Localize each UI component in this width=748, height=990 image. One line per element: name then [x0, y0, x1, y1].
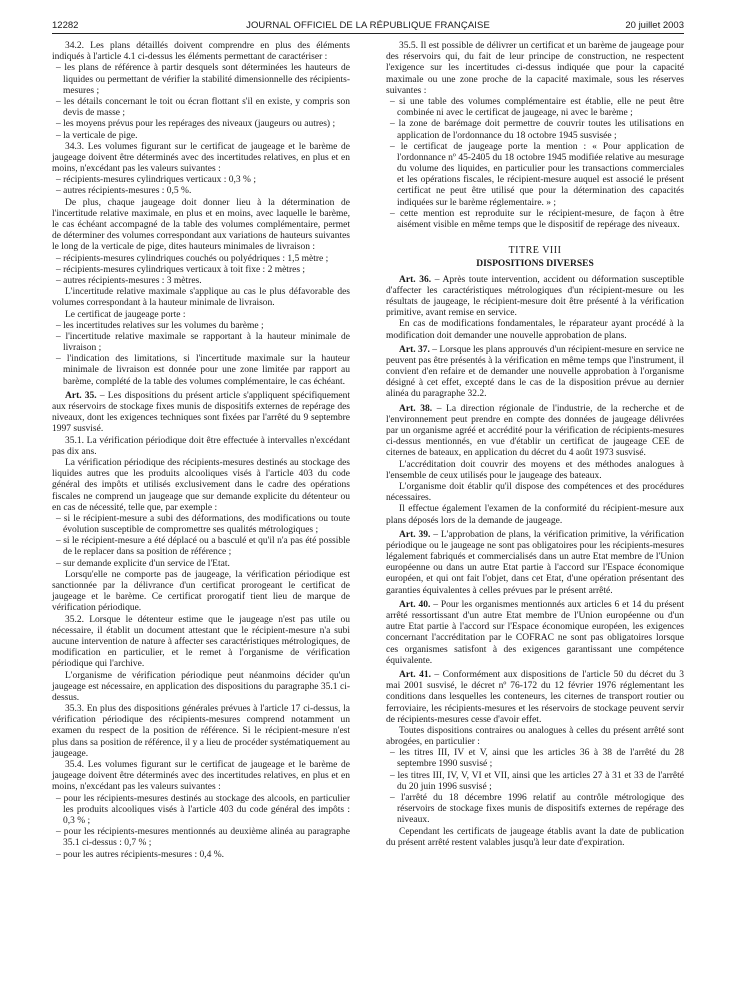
- paragraph: 35.3. En plus des dispositions générales prévues à l'article 17 ci-dessus, la vérification périodique des récipients-mesures comprend notamment un examen du respect de la position de référence. Si le récipient-mesure n'est plus dans sa position de référence, il y a lieu de procéder systématiquement au jaugeage.: [52, 704, 350, 759]
- paragraph: 35.1. La vérification périodique doit être effectuée à intervalles n'excédant pas dix ans.: [52, 435, 350, 457]
- article-41: Art. 41. – Conformément aux dispositions de l'article 50 du décret du 3 mai 2001 susvisé, le décret nº 76-172 du 12 février 1976 réglementant les conditions dans lesquelles les conteneurs, les citernes de transport routier ou ferroviaire, les récipients-mesures et les réservoirs de stockage peuvent servir de récipients-mesures cesse d'avoir effet.: [386, 669, 684, 725]
- header-rule: [52, 33, 684, 34]
- article-38: Art. 38. – La direction régionale de l'industrie, de la recherche et de l'environnement peut prendre en compte des données de jaugeage délivrées par un organisme agréé et accrédité pour la vérification de récipients-mesures ci-dessus mentionnés, en vue d'établir un certificat de jaugeage CEE de citernes de bateaux, en application du décret du 4 août 1973 susvisé.: [386, 403, 684, 459]
- article-number: Art. 40.: [399, 599, 431, 610]
- article-36: Art. 36. – Après toute intervention, accident ou déformation susceptible d'affecter les caractéristiques métrologiques d'un récipient-mesure ou les résultats de jaugeage, le récipient-mesure doit être présenté à la vérification primitive, avant remise en service.: [386, 274, 684, 319]
- article-37: Art. 37. – Lorsque les plans approuvés d'un récipient-mesure en service ne peuvent pas être présentés à la vérification en même temps que l'instrument, il convient d'en refaire et de demander une nouvelle approbation à l'organisme désigné à cet effet, excepté dans le cas de la disposition prévue au dernier alinéa du paragraphe 32.2.: [386, 344, 684, 400]
- list-item: – la zone de barémage doit permettre de couvrir toutes les utilisations en application de l'ordonnance du 18 octobre 1945 susvisée ;: [390, 119, 684, 141]
- article-number: Art. 38.: [399, 403, 433, 414]
- paragraph: La vérification périodique des récipients-mesures destinés au stockage des liquides autres que les produits alcooliques visés à l'article 403 du code général des impôts et utilisés exclusivement dans le cadre des opérations fiscales ne comprend un jaugeage que sur demande explicite du détenteur ou en cas de nécessité, telle que, par exemple :: [52, 457, 350, 513]
- paragraph: L'incertitude relative maximale s'applique au cas le plus défavorable des volumes correspondant à la hauteur minimale de livraison.: [52, 287, 350, 309]
- paragraph: Cependant les certificats de jaugeage établis avant la date de publication du présent arrêté restent valables jusqu'à leur date d'expiration.: [386, 826, 684, 848]
- article-40: Art. 40. – Pour les organismes mentionnés aux articles 6 et 14 du présent arrêté ressortissant d'un autre Etat membre de l'Union européenne ou d'un autre Etat partie à l'accord sur l'Espace économique européen, les exigences concernant l'accréditation par le COFRAC ne sont pas obligatoires lorsque ces organismes satisfont à des exigences garantissant une compétence équivalente.: [386, 599, 684, 666]
- page-number: 12282: [52, 20, 79, 31]
- list-item: – récipients-mesures cylindriques couchés ou polyédriques : 1,5 mètre ;: [56, 253, 329, 264]
- issue-date: 20 juillet 2003: [625, 20, 684, 31]
- paragraph: Le certificat de jaugeage porte :: [65, 309, 186, 320]
- list-item: – l'incertitude relative maximale se rapportant à la hauteur minimale de livraison ;: [56, 331, 350, 354]
- paragraph: 35.5. Il est possible de délivrer un certificat et un barème de jaugeage pour des réservoirs qui, du fait de leur principe de construction, ne respectent l'exigence sur les incertitudes ci-dessus indiquée que pour la capacité maximale ou une zone proche de la capacité maximale, sous les réserves suivantes :: [386, 41, 684, 96]
- paragraph: En cas de modifications fondamentales, le réparateur ayant procédé à la modification doit demander une nouvelle approbation de plans.: [386, 319, 684, 341]
- list-item: – si le récipient-mesure a été déplacé ou a basculé et qu'il n'a pas été possible de le replacer dans sa position de référence ;: [56, 536, 350, 558]
- list-item: – récipients-mesures cylindriques verticaux à toit fixe : 2 mètres ;: [56, 264, 306, 275]
- list-item: – si le récipient-mesure a subi des déformations, des modifications ou toute évolution susceptible de compromettre ses qualités métrologiques ;: [56, 513, 350, 536]
- list-item: – autres récipients-mesures : 3 mètres.: [56, 275, 202, 286]
- paragraph: L'accréditation doit couvrir des moyens et des méthodes analogues à l'ensemble de ceux utilisés pour le jaugeage des bateaux.: [386, 459, 684, 481]
- article-number: Art. 41.: [399, 669, 431, 680]
- article-35: Art. 35. – Les dispositions du présent article s'appliquent spécifiquement aux réservoirs de stockage fixes munis de dispositifs externes de repérage des niveaux, dont les exigences techniques sont fixées par l'arrêté du 9 septembre 1997 susvisé.: [52, 390, 350, 435]
- paragraph: L'organisme de vérification périodique peut néanmoins décider qu'un jaugeage est nécessaire, en application des dispositions du paragraphe 35.1 ci-dessus.: [52, 670, 350, 703]
- article-number: Art. 35.: [65, 390, 97, 401]
- list-item: – la verticale de pige.: [56, 130, 138, 141]
- list-item: – les détails concernant le toit ou écran flottant s'il en existe, y compris son devis de masse ;: [56, 96, 350, 119]
- paragraph: Toutes dispositions contraires ou analogues à celles du présent arrêté sont abrogées, en particulier :: [386, 725, 684, 748]
- article-number: Art. 36.: [399, 274, 432, 285]
- article-number: Art. 39.: [399, 529, 431, 540]
- paragraph: 35.4. Les volumes figurant sur le certificat de jaugeage et le barème de jaugeage doivent être déterminés avec des incertitudes relatives, en plus et en moins, n'excédant pas les valeurs suivantes :: [52, 760, 350, 793]
- list-item: – pour les récipients-mesures destinés au stockage des alcools, en particulier les produits alcooliques visés à l'article 403 du code général des impôts : 0,3 % ;: [56, 793, 350, 826]
- left-column: [52, 41, 350, 861]
- list-item: – sur demande explicite d'un service de l'Etat.: [56, 558, 230, 569]
- list-item: – l'indication des limitations, si l'incertitude maximale sur la hauteur minimale de livraison est donnée pour une zone limitée par rapport au barème, complété de la table des volumes complémentaire, le cas échéant.: [56, 354, 350, 387]
- list-item: – autres récipients-mesures : 0,5 %.: [56, 186, 192, 197]
- paragraph: L'organisme doit établir qu'il dispose des compétences et des procédures nécessaires.: [386, 481, 684, 504]
- list-item: – pour les autres récipients-mesures : 0,4 %.: [56, 849, 225, 860]
- list-item: – les plans de référence à partir desquels sont déterminées les hauteurs de liquides ou permettant de vérifier la stabilité dimensionnelle des récipients-mesures ;: [56, 63, 350, 96]
- paragraph: Lorsqu'elle ne comporte pas de jaugeage, la vérification périodique est sanctionnée par la délivrance d'un certificat prorogeant le certificat de jaugeage et le barème. Ce certificat prorogatif tient lieu de marque de vérification périodique.: [52, 569, 350, 614]
- list-item: – pour les récipients-mesures mentionnés au deuxième alinéa au paragraphe 35.1 ci-dessus : 0,7 % ;: [56, 827, 350, 849]
- paragraph: 34.3. Les volumes figurant sur le certificat de jaugeage et le barème de jaugeage doivent être déterminés avec des incertitudes relatives, en plus et en moins, n'excédant pas les valeurs suivantes :: [52, 141, 350, 175]
- right-column: [386, 41, 684, 849]
- paragraph: 34.2. Les plans détaillés doivent comprendre en plus des éléments indiqués à l'article 4.1 ci-dessus les éléments permettant de caractériser :: [52, 41, 350, 63]
- section-subtitle: DISPOSITIONS DIVERSES: [476, 259, 594, 270]
- article-39: Art. 39. – L'approbation de plans, la vérification primitive, la vérification périodique ou le jaugeage ne sont pas obligatoires pour les récipients-mesures légalement fabriqués et commercialisés dans un autre Etat membre de l'Union européenne ou dans un autre Etat partie à l'accord sur l'Espace économique européen, et qui ont fait l'objet, dans cet Etat, d'une opération présentant des garanties équivalentes à celles prévues par le présent arrêté.: [386, 529, 684, 596]
- page-header: [52, 18, 684, 34]
- list-item: – récipients-mesures cylindriques verticaux : 0,3 % ;: [56, 175, 256, 186]
- article-number: Art. 37.: [399, 344, 430, 355]
- journal-title: JOURNAL OFFICIEL DE LA RÉPUBLIQUE FRANÇAISE: [246, 20, 490, 31]
- paragraph: 35.2. Lorsque le détenteur estime que le jaugeage n'est pas utile ou nécessaire, il établit un document attestant que le récipient-mesure n'a subi aucune intervention de nature à affecter ses caractéristiques métrologiques, de modification en particulier, et le remet à l'organisme de vérification périodique qui l'archive.: [52, 614, 350, 670]
- list-item: – si une table des volumes complémentaire est établie, elle ne peut être combinée ni avec le certificat de jaugeage, ni avec le barème ;: [390, 96, 684, 119]
- paragraph: De plus, chaque jaugeage doit donner lieu à la détermination de l'incertitude relative maximale, en plus et en moins, avec laquelle le barème, le cas échéant accompagné de la table des volumes complémentaire, permet de déterminer des volumes correspondant aux variations de hauteurs suivantes le long de la verticale de pige, dites hauteurs minimales de livraison :: [52, 197, 350, 253]
- list-item: – les moyens prévus pour les repérages des niveaux (jaugeurs ou autres) ;: [56, 119, 336, 130]
- list-item: – l'arrêté du 18 décembre 1996 relatif au contrôle métrologique des réservoirs de stockage fixes munis de dispositifs externes de repérage des niveaux.: [390, 793, 684, 826]
- list-item: – les titres III, IV et V, ainsi que les articles 36 à 38 de l'arrêté du 28 septembre 1990 susvisé ;: [390, 748, 684, 770]
- section-title: TITRE VIII: [508, 245, 562, 257]
- paragraph: Il effectue également l'examen de la conformité du récipient-mesure aux plans déposés lors de la demande de jaugeage.: [386, 504, 684, 526]
- list-item: – les titres III, IV, V, VI et VII, ainsi que les articles 27 à 31 et 33 de l'arrêté du 20 juin 1996 susvisé ;: [390, 770, 684, 792]
- list-item: – le certificat de jaugeage porte la mention : « Pour application de l'ordonnance nº 45-2405 du 18 octobre 1945 modifiée relative au mesurage du volume des liquides, en particulier pour les transactions commerciales et les opérations fiscales, le récipient-mesure auquel est associé le présent certificat ne peut être utilisé que pour la détermination des capacités indiquées sur le barème réglementaire. » ;: [390, 141, 684, 208]
- list-item: – cette mention est reproduite sur le récipient-mesure, de façon à être aisément visible en même temps que le dispositif de repérage des niveaux.: [390, 208, 684, 230]
- list-item: – les incertitudes relatives sur les volumes du barème ;: [56, 320, 264, 331]
